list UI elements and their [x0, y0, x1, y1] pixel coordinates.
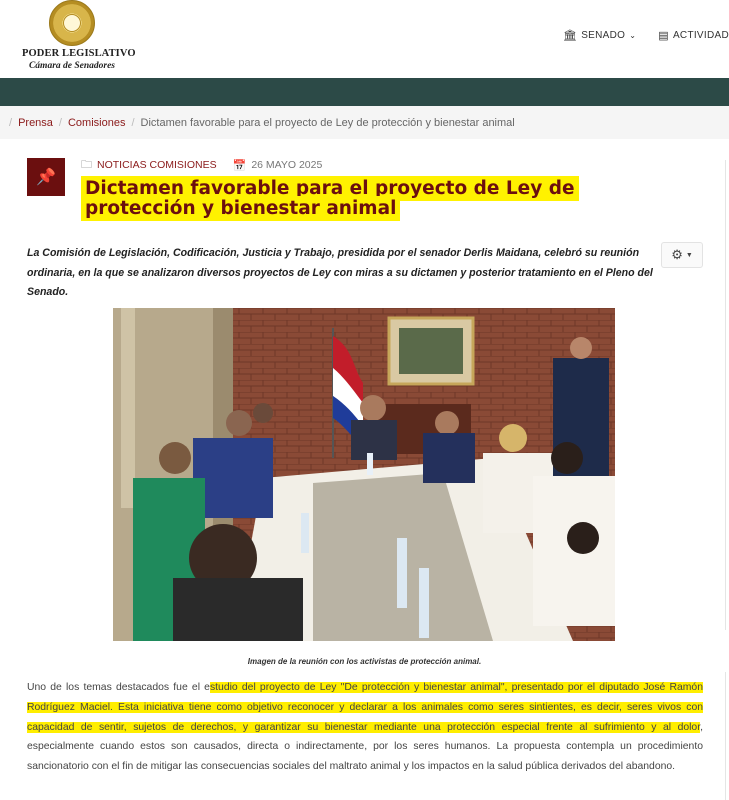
caret-down-icon: ▼: [685, 251, 693, 259]
pinned-badge: [27, 158, 65, 196]
article-date: [233, 159, 323, 172]
body-text-highlight: studio del proyecto de Ley "De protección y bienestar animal", presentado por el diputado José Ramón Rodríguez Maciel. Esta iniciativa tiene como objetivo reconocer y declarar a los animales como seres sintientes, es decir, seres vivos con capacidad de sentir, sujetos de derechos, y garantizar su bienestar mediante una protección especial frente al sufrimiento y al dolor: [27, 682, 703, 733]
sidebar-border: [725, 160, 729, 630]
category-link[interactable]: [81, 156, 217, 175]
body-text-end: , especialmente cuando estos son causados, directa o indirectamente, por los seres humanos. La propuesta contempla un procedimiento sancionatorio con el fin de mitigar las consecuencias sociales del maltrato animal y los impactos en la salud pública derivados del abandono.: [27, 721, 703, 773]
breadcrumb-separator: /: [131, 116, 135, 129]
article-body: [27, 678, 703, 777]
article-title: [81, 179, 641, 219]
category-label: NOTICIAS COMISIONES: [97, 159, 217, 171]
nav-actividad-label: ACTIVIDAD: [672, 29, 729, 41]
gear-icon: ⚙: [671, 247, 683, 262]
senate-seal-icon: [49, 0, 95, 46]
article-lead: La Comisión de Legislación, Codificación, Justicia y Trabajo, presidida por el senador Derlis Maidana, celebró su reunión ordinaria, en la que se analizaron diversos proyectos de Ley con miras a su dictamen y posterior tratamiento en el Pleno del Senado.: [27, 247, 653, 298]
calendar-icon: 📅: [232, 159, 247, 172]
main-menu-bar: [0, 78, 729, 106]
chevron-down-icon: ⌄: [629, 30, 637, 40]
top-navigation: [541, 27, 729, 43]
logo-subtitle: Cámara de Senadores: [28, 61, 116, 71]
body-text-start: Uno de los temas destacados fue el e: [27, 682, 210, 693]
breadcrumb-current: Dictamen favorable para el proyecto de Ley de protección y bienestar animal: [140, 116, 515, 129]
sidebar-border-lower: [725, 672, 729, 800]
nav-senado[interactable]: [563, 29, 636, 42]
site-logo[interactable]: [22, 0, 136, 78]
nav-actividad[interactable]: [658, 29, 729, 42]
breadcrumb: [0, 106, 729, 139]
folder-icon: 🗀: [81, 158, 92, 171]
breadcrumb-prensa[interactable]: Prensa: [18, 116, 53, 129]
date-label: 26 MAYO 2025: [251, 159, 323, 171]
article-photo: [113, 308, 615, 641]
pushpin-icon: 📌: [36, 169, 56, 186]
meeting-photo-illustration: [113, 308, 615, 641]
photo-caption: Imagen de la reunión con los activistas de protección animal.: [247, 657, 482, 666]
article-tools-button[interactable]: [661, 242, 703, 268]
site-header: [0, 0, 729, 78]
title-highlight: Dictamen favorable para el proyecto de Ley de protección y bienestar animal: [81, 176, 579, 221]
breadcrumb-separator: /: [9, 116, 13, 129]
nav-senado-label: SENADO: [581, 29, 626, 41]
logo-title: PODER LEGISLATIVO: [22, 48, 136, 59]
breadcrumb-separator: /: [58, 116, 62, 129]
bank-icon: 🏛: [562, 29, 578, 42]
newspaper-icon: ▤: [658, 29, 669, 42]
article-meta: [81, 158, 322, 172]
breadcrumb-comisiones[interactable]: Comisiones: [67, 116, 126, 129]
